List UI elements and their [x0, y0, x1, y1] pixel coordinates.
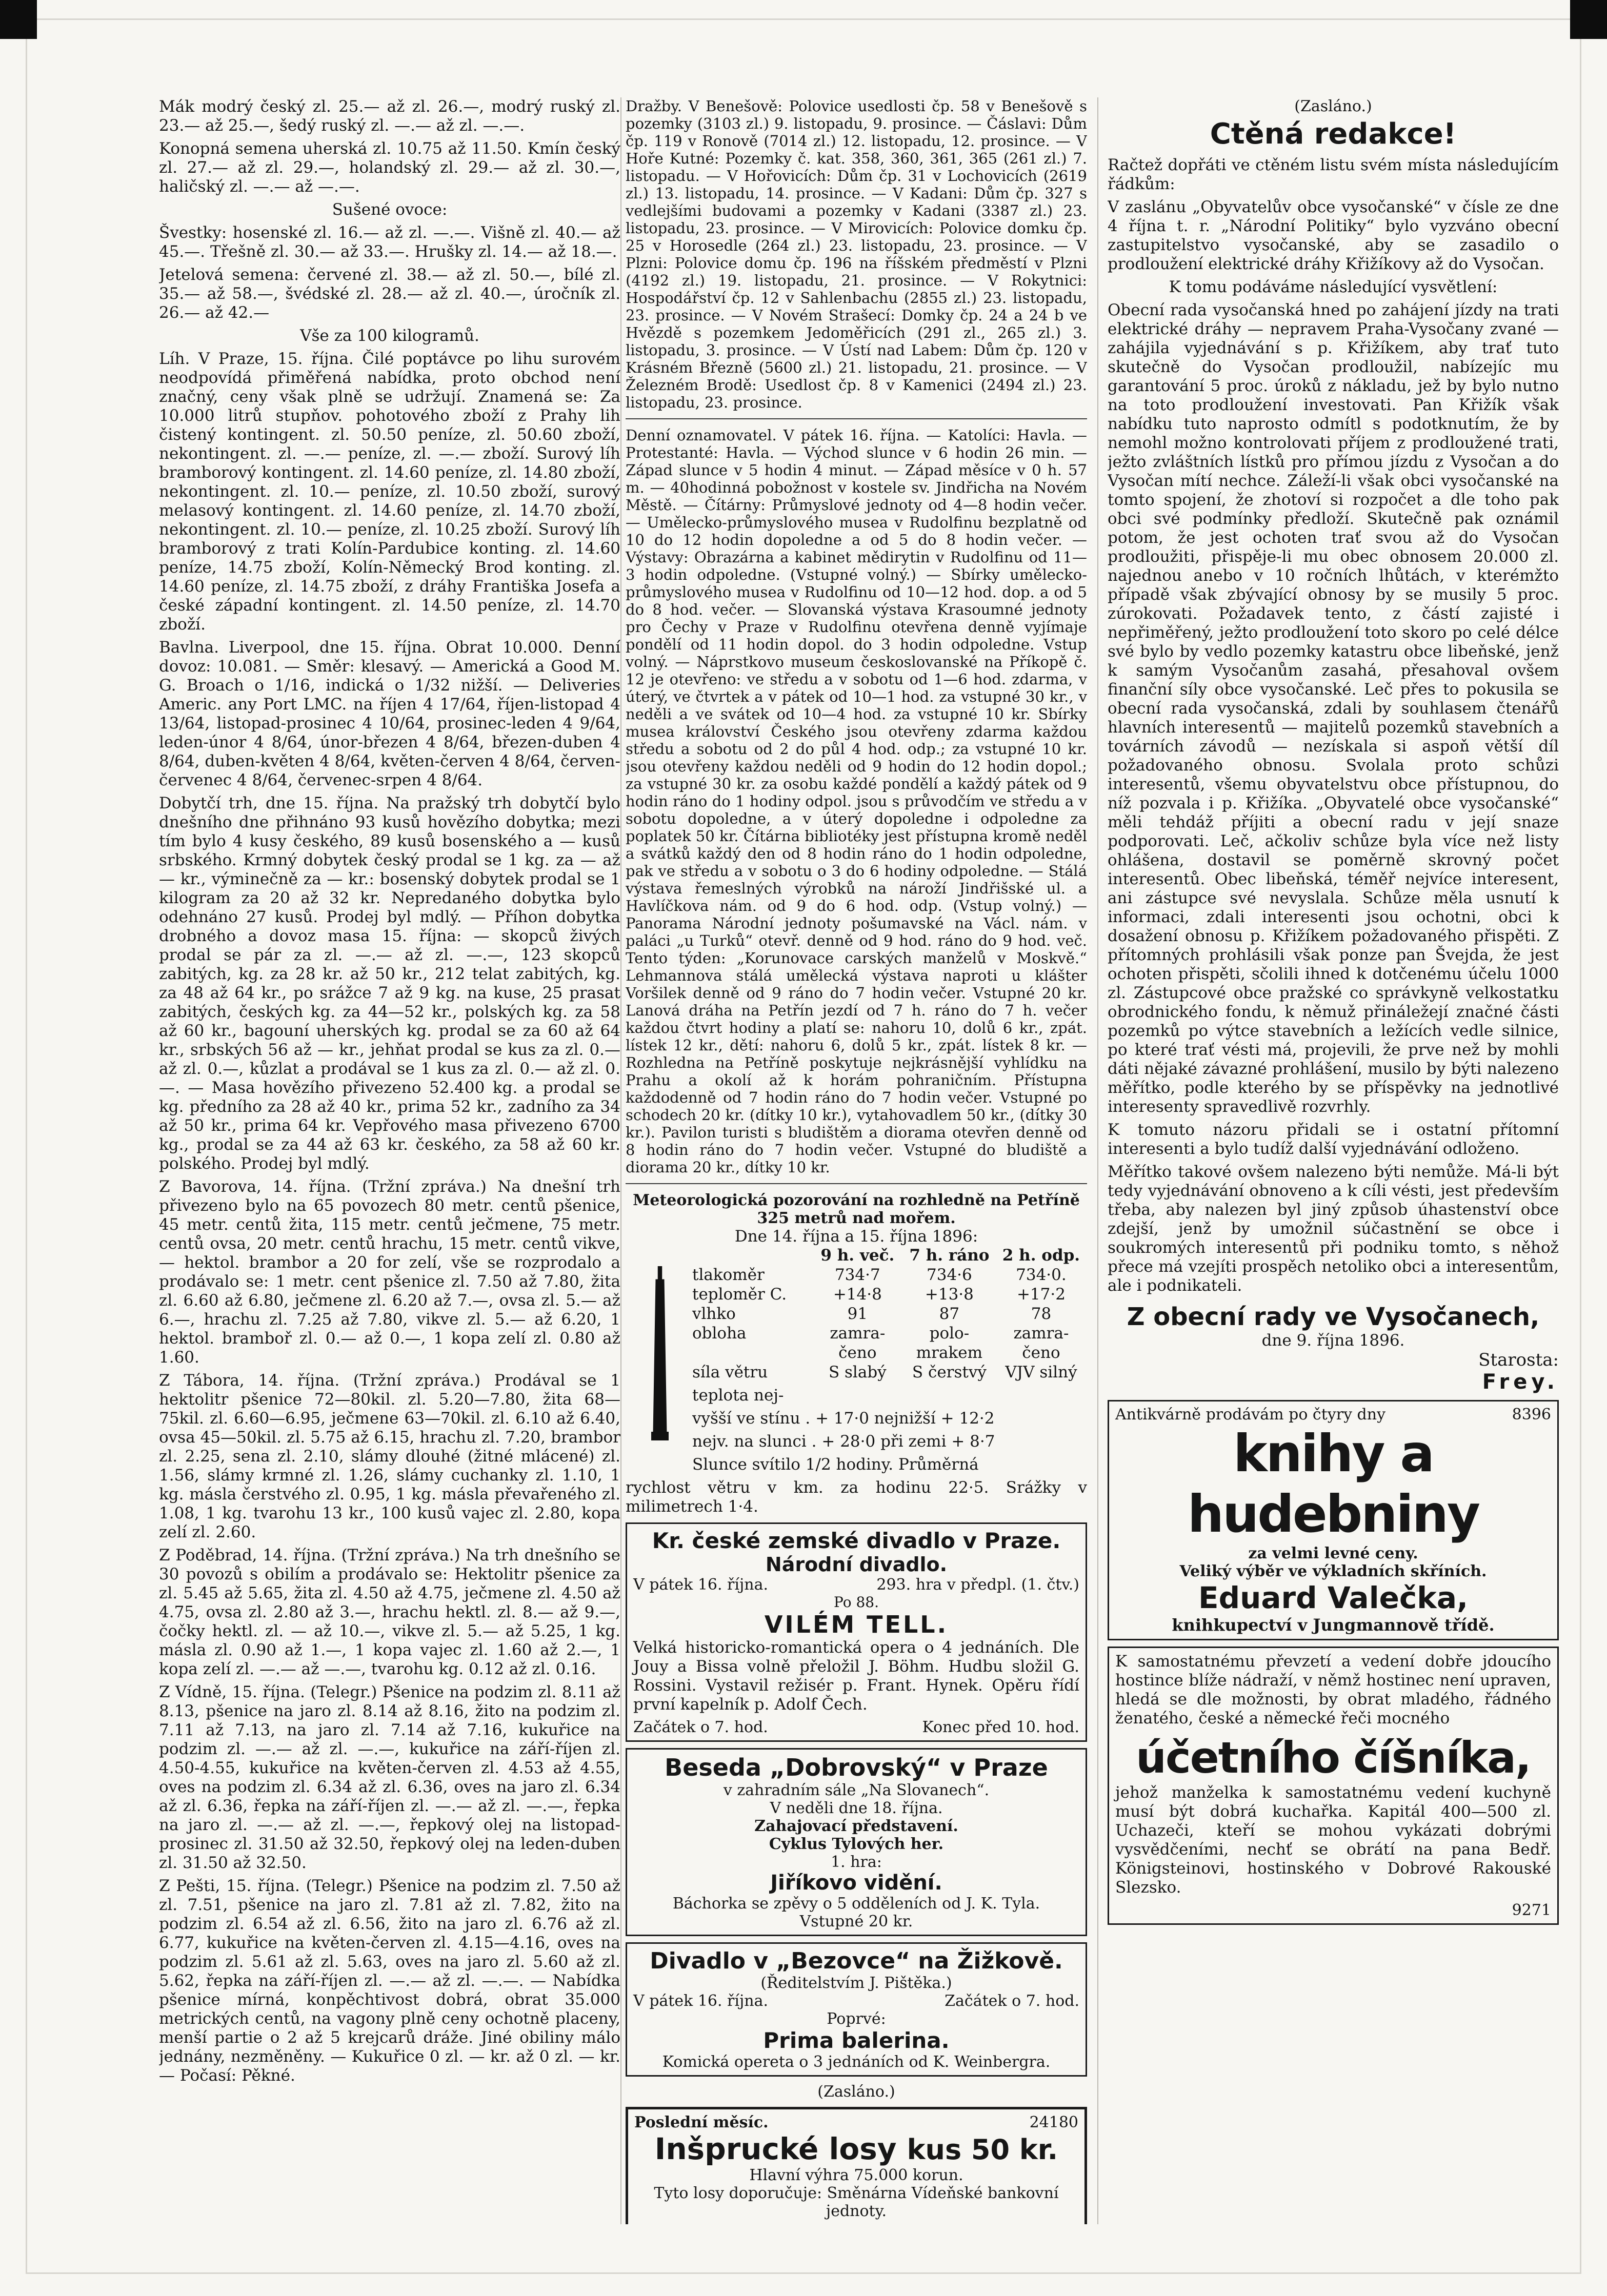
lottery-price: kus 50 kr. — [907, 2134, 1058, 2166]
beseda-hra: 1. hra: — [831, 1853, 882, 1871]
books-ad-line: Antikvárně prodávám po čtyry dny — [1115, 1406, 1386, 1424]
letter-paragraph: V zaslánu „Obyvatelův obce vysočanské“ v čísle ze dne 4 října t. r. „Národní Politiky“ bylo vyzváno obecní zastupitelstvo vysočanské, aby se zasadilo o prodloužení elektrické dráhy Křižíkovy až do Vysočan. — [1108, 198, 1559, 273]
books-ad-shop: knihkupectví v Jungmannově třídě. — [1172, 1615, 1495, 1635]
lottery-seller: Tyto losy doporučuje: Směnárna Vídeňské bankovní jednoty. — [654, 2184, 1059, 2220]
waiter-ad-headline: účetního číšníka, — [1136, 1733, 1531, 1783]
letter-paragraph: Měřítko takové ovšem nalezeno býti nemůže. Má-li být tedy vyjednávání obnoveno a k cíli vésti, jest především třeba, aby nalezen byl jiný způsob úhastenství obce zdejší, jenž by umožnil súčastnění se obce i soukromých interesentů při podniku tomto, s něhož přece má vzejíti prospěch netoliko obci a interesentům, ale i podnikateli. — [1108, 1163, 1559, 1295]
waiter-ad-text: K samostatnému převzetí a vedení dobře jdoucího hostince blíže nádraží, v němž hostinec není upraven, hledá se dle možnosti, by obrat mladého, řádného ženatého, české a německé řeči mocného — [1115, 1652, 1551, 1728]
beseda-sub: Zahajovací představení. — [754, 1817, 958, 1835]
zaslano-label: (Zasláno.) — [1294, 97, 1372, 115]
weather-row: obloha zamra-čeno polo-mrakem zamra-čeno — [692, 1324, 1069, 1362]
weather-temp-line: nejv. na slunci . + 28·0 při zemi + 8·7 — [692, 1432, 995, 1451]
lottery-last: Poslední měsíc. — [634, 2114, 769, 2131]
section-rule — [626, 418, 1087, 419]
petrin-tower-icon — [651, 1251, 669, 1456]
market-paragraph: Dobytčí trh, dne 15. října. Na pražský trh dobytčí bylo dnešního dne přihnáno 93 kusů hovězího dobytka; mezi tím bylo 4 kusy českého, 89 kusů bosenského a — kusů srbského. Krmný dobytek český prodal se 1 kg. za — až — kr., výminečně za — kr.: bosenský dobytek prodal se 1 kilogram za 20 až 32 kr. Nepredaného dobytka bylo odehnáno 27 kusů. Prodej byl mdlý. — Příhon dobytka drobného a dovoz masa 15. října: — skopců živých prodal se pár za zl. —.— až zl. —.—, 123 skopců zabitých, kg. za 28 kr. až 50 kr., 212 telat zabitých, kg. za 48 až 64 kr., po srážce 7 až 9 kg. na kuse, 25 prasat zabitých, českých kg. za 44—52 kr., polských kg. za 58 až 60 kr., bagouní uherských kg. prodal se za 60 až 64 kr., srbských 56 až — kr., jehňat prodal se kus za zl. 0.— až zl. 0.—, kůzlat a prodával se 1 kus za zl. 0.— až zl. 0.—. — Masa hovězího přivezeno 52.400 kg. a prodal se kg. předního za 28 až 40 kr., prima 52 kr., zadního za 34 až 50 kr., prima 64 kr. Vepřového masa přivezeno 6700 kg., prodal se za 44 až 63 kr. českého, za 58 až 60 kr. polského. Prodej byl mdlý. — [159, 794, 620, 1173]
weather-report — [626, 1191, 1087, 1516]
theatre-play: VILÉM TELL. — [764, 1611, 949, 1638]
weather-row: síla větru S slabý S čerstvý VJV silný — [692, 1363, 1077, 1381]
letter-starosta: Starosta: — [1478, 1350, 1559, 1370]
letter-paragraph: K tomuto názoru přidali se i ostatní přítomní interesenti a bylo tudíž další vyjednávání odloženo. — [1108, 1121, 1559, 1158]
bezovce-director: (Ředitelstvím J. Pištěka.) — [760, 1974, 952, 1992]
theatre-po: Po 88. — [834, 1594, 879, 1611]
theatre-title: Kr. české zemské divadlo v Praze. — [652, 1528, 1061, 1553]
market-paragraph: Mák modrý český zl. 25.— až zl. 26.—, modrý ruský zl. 23.— až 25.—, šedý ruský zl. —.— až zl. —.—. — [159, 97, 620, 135]
lottery-main: Hlavní výhra 75.000 korun. — [749, 2166, 963, 2184]
waiter-ad — [1108, 1647, 1559, 1925]
lottery-ad — [626, 2107, 1087, 2224]
notices-column — [626, 97, 1087, 2224]
theatre-end: Konec před 10. hod. — [922, 1718, 1079, 1736]
market-paragraph: Z Pešti, 15. října. (Telegr.) Pšenice na podzim zl. 7.50 až zl. 7.51, pšenice na jaro zl. 7.81 až zl. 7.82, žito na podzim zl. 6.54 až zl. 6.56, žito na jaro zl. 6.76 až zl. 6.77, kukuřice na květen-červen zl. 4.15—4.16, oves na podzim zl. 5.61 až zl. 5.63, oves na jaro zl. 5.60 až zl. 5.62, řepka na září-říjen zl. —.— až zl. —.—. — Nabídka pšenice mírná, konpěchtivost dobrá, obrat 35.000 metrických centů, na vagony plně ceny ochotně placeny, menší partie o 2 až 5 krejcarů dráže. Jiné obiliny málo jednány, nezměněny. — Kukuřice 0 zl. — kr. až 0 zl. — kr. — Počasí: Pěkné. — [159, 1877, 620, 2085]
market-paragraph: Líh. V Praze, 15. října. Čilé poptávce po lihu surovém neodpovídá přiměřená nabídka, proto obchod není značný, ceny však plně se udržují. Znamená se: Za 10.000 litrů stupňov. pohotového zboží z Prahy lih čistený kontingent. zl. 50.50 peníze, zl. 50.60 zboží, nekontingent. zl. —.— peníze, zl. —.— zboží. Surový líh bramborový kontingent. zl. 14.60 peníze, zl. 14.80 zboží, nekontingent. zl. 10.— peníze, zl. 10.50 zboží, surový melasový kontingent. zl. 14.60 peníze, zl. 14.70 zboží, nekontingent. zl. 10.— peníze, zl. 10.25 zboží. Surový líh bramborový z trati Kolín-Pardubice konting. zl. 14.60 peníze, 14.75 zboží, Kolín-Německý Brod konting. zl. 14.60 peníze, zl. 14.75 zboží, z dráhy Františka Josefa a české západní kontingent. zl. 14.50 peníze, zl. 14.70 zboží. — [159, 350, 620, 634]
books-ad-sub2: Veliký výběr ve výkladních skříních. — [1179, 1562, 1487, 1580]
books-ad-headline: knihy a hudebniny — [1187, 1424, 1479, 1544]
beseda-play: Jiříkovo vidění. — [770, 1871, 942, 1895]
market-subheading: Sušené ovoce: — [332, 200, 448, 219]
scan-corner-right — [1570, 0, 1607, 39]
letter-paragraph: K tomu podáváme následující vysvětlení: — [1169, 278, 1498, 296]
weather-temp-line: rychlost větru v km. za hodinu 22·5. Srážky v milimetrech 1·4. — [626, 1478, 1087, 1516]
beseda-title: Beseda „Dobrovský“ v Praze — [665, 1754, 1048, 1781]
weather-title: Meteorologická pozorování na rozhledně na Petříně — [633, 1191, 1080, 1209]
section-rule — [626, 1183, 1087, 1184]
books-ad-num: 8396 — [1512, 1406, 1551, 1424]
market-paragraph: Z Poděbrad, 14. října. (Tržní zpráva.) Na trh dnešního se 30 povozů s obilím a prodávalo se: Hektolitr pšenice za zl. 5.45 až 5.65, žita zl. 4.50 až 4.75, ječmene zl. 4.50 až 4.75, ovsa zl. 2.80 až 3.—, hrachu hektl. zl. 8.— až 9.—, čočky hektl. zl. — až 10.—, vikve zl. 5.— až 5.25, 1 kg. másla zl. 0.90 až 1.—, 1 kopa vajec zl. 1.60 až 2.—, 1 kopa zelí zl. —.— až —.—, tvarohu kg. 0.12 až zl. 0.16. — [159, 1546, 620, 1678]
market-paragraph: Z Bavorova, 14. října. (Tržní zpráva.) Na dnešní trh přivezeno bylo na 65 povozech 80 metr. centů pšenice, 45 metr. centů žita, 115 metr. centů ječmene, 75 metr. centů ovsa, 20 metr. centů hrachu, 15 metr. centů vikve, — hektol. brambor a 20 for zelí, vše se rozprodalo a prodávalo se: 1 metr. cent pšenice zl. 7.50 až 7.80, žita zl. 6.60 až 6.80, ječmene zl. 6.20 až 7.—, ovsa zl. 5.— až 6.—, hrachu zl. 7.25 až 7.80, vikve zl. 5.— až 6.20, 1 hektol. bramboř zl. 0.— až 0.—, 1 kopa zelí zl. 0.80 až 1.60. — [159, 1177, 620, 1367]
letter-column — [1108, 97, 1559, 2224]
books-ad — [1108, 1400, 1559, 1640]
letter-date: dne 9. října 1896. — [1261, 1331, 1405, 1350]
market-paragraph: Jetelová semena: červené zl. 38.— až zl. 50.—, bílé zl. 35.— až 58.—, švédské zl. 28.— až zl. 40.—, úročník zl. 26.— až 42.— — [159, 266, 620, 322]
weather-header-row: 9 h. več. 7 h. ráno 2 h. odp. — [820, 1246, 1080, 1265]
books-ad-sub1: za velmi levné ceny. — [1248, 1545, 1418, 1562]
weather-row: vlhko 91 87 78 — [692, 1305, 1052, 1323]
bezovce-desc: Komická opereta o 3 jednáních od K. Weinbergra. — [662, 2053, 1051, 2071]
waiter-ad-num: 9271 — [1512, 1901, 1551, 1919]
weather-temp-line: vyšší ve stínu . + 17·0 nejnižší + 12·2 — [692, 1409, 995, 1428]
weather-row: teploměr C. +14·8 +13·8 +17·2 — [692, 1285, 1066, 1304]
theatre-subtitle: Národní divadlo. — [765, 1553, 948, 1576]
daily-announcer: Denní oznamovatel. V pátek 16. října. — Katolíci: Havla. — Protestanté: Havla. — Východ slunce v 6 hodin 26 min. — Západ slunce v 5 hodin 4 minut. — Západ měsíce v 0 h. 57 m. — 40hodinná pobožnost v kostele sv. Jindřicha na Novém Městě. — Čítárny: Průmyslové jednoty od 4—8 hodin večer. — Umělecko-průmyslového musea v Rudolfinu bezplatně od 10 do 12 hodin dopoledne a od 5 do 8 hodin večer. — Výstavy: Obrazárna a kabinet mědirytin v Rudolfinu od 11—3 hodin odpoledne. (Vstupné volný.) — Sbírky umělecko-průmyslového musea v Rudolfinu od 10—12 hod. dop. a od 5 do 8 hod. večer. — Slovanská výstava Krasoumné jednoty pro Čechy v Praze v Rudolfinu otevřena denně vyjímaje pondělí od 11 hodin dopol. do 3 hodin odpoledne. Vstup volný. — Náprstkovo museum českoslovanské na Příkopě č. 12 je otevřeno: ve středu a v sobotu od 1—6 hod. zdarma, v úterý, ve čtvrtek a v pátek od 10—1 hod. za vstupné 30 kr., v neděli a ve svátek od 10—4 hod. za vstupné 10 kr. Sbírky musea království Českého jsou otevřeny zdarma každou středu a sobotu od 2 do půl 4 hod. odp.; za vstupné 10 kr. jsou otevřeny každou neděli od 9 hodin do 12 hodin dopol.; za vstupné 30 kr. za osobu každé pondělí a každý pátek od 9 hodin ráno do 1 hodiny odpol. jsou s průvodčím ve středu a v sobotu dopoledne, a v úterý dopoledne i odpoledne za poplatek 50 kr. Čítárna bibliotéky jest přístupna kromě neděl a svátků každý den od 8 hodin ráno do 1 hodin odpoledne, pak ve středu a v sobotu o 3 do 6 hodiny odpoledne. — Stálá výstava řemeslných výrobků na nároží Jindřišské ul. a Havlíčkova nám. od 9 do 6 hod. odp. (Vstup volný.) — Panorama Národní jednoty pošumavské na Václ. nám. v paláci „u Turků“ otevř. denně od 9 hod. ráno do 9 hod. več. Tento týden: „Korunovace carských manželů v Moskvě.“ Lehmannova stálá umělecká výstava naproti u klášter Voršilek denně od 9 ráno do 7 hodin večer. Vstupné 20 kr. Lanová dráha na Petřín jezdí od 7 h. ráno do 7 h. večer každou čtvrt hodiny a platí se: nahoru 10, dolů 6 kr., zpát. lístek 12 kr., dětí: nahoru 6, dolů 5 kr., zpát. lístek 8 kr. — Rozhledna na Petříně poskytuje nejkrásnější vyhlídku na Prahu a okolí až k horám pohraničním. Přístupna každodenně od 7 hodin ráno do 7 hodin večer. Vstupné po schodech 20 kr. (dítky 10 kr.), vytahovadlem 50 kr., (dítky 30 kr.). Pavilon turisti s bludištěm a diorama otevřen denně od 8 hodin ráno do 7 hodin večer. Vstupné do bludiště a diorama 20 kr., dítky 10 kr. — [626, 426, 1087, 1176]
beseda-cycle: Cyklus Tylových her. — [769, 1835, 944, 1853]
lottery-num: 24180 — [1029, 2114, 1078, 2131]
letter-paragraph: Obecní rada vysočanská hned po zahájení jízdy na trati elektrické dráhy — nepravem Praha-Vysočany zvané — zahájila vyjednávání s p. Křižíkem, aby trať tuto skutečně do Vysočan prodloužil, nabízejíc mu garantování 5 proc. úroků z nákladu, jež by bylo nutno na toto prodloužení investovati. Pan Křižík však nabídku tuto naprosto odmítl s podotknutím, že by nemohl možno kontrolovati příjem z prodloužené trati, ježto zvláštních lístků pro přímou jízdu z Vysočan a do Vysočan mítí nechce. Záleží-li však obci vysočanské na tomto spojení, že zhotoví si rozpočet a dle toho pak obci své podmínky předloží. Skutečně pak oznámil potom, že jest ochoten trať svou až do Vysočan prodloužiti, přispěje-li mu obec obnosem 20.000 zl. najednou anebo v 10 ročních lhůtách, v kterémžto případě však zbývající obnosy by se musily 5 proc. zúrokovati. Požadavek tento, z částí zajisté i nepřiměřený, ježto prodloužení toto skoro po celé délce své bylo by vedlo pozemky katastru obce libeňské, jenž k samým Vysočanům zasahá, přesahoval ovšem finanční síly obce vysočanské. Leč přes to pokusila se obecní rada vysočanská, zdali by souhlasem čtenářů hlavních interesentů — majitelů pozemků stavebních a továrních závodů — nezískala si aspoň větší díl požadovaného obnosu. Svolala proto schůzi interesentů, všemu obyvatelstvu obce přístupnou, do níž pozvala i p. Křižíka. „Obyvatelé obce vysočanské“ měli tehdáž příjiti a obecní radu v její snaze podporovati. Leč, ačkoliv schůze byla více než listy ohlášena, dostavil se poměrně skrovný počet interesentů. Obec libeňská, téměř nejvíce interesent, ani zástupce své nevyslala. Schůze měla usnutí k informaci, zdali interesenti jsou ochotni, obci k dosažení obnosu p. Křižíkem požadovaného přispěti. Z přítomných prohlásili však ponze pan Švejda, že jest ochoten přispěti, sčolili ihned k dotčenému účelu 1000 zl. Zástupcové obce pražské co správkyně velkostatku obrodnického fondu, k němuž přináležejí značné části pozemků po výtce stavebních a ležících vedle silnice, po které trať vésti má, projevili, že prve než by mohli dáti nějaké závazné prohlášení, musilo by býti nalezeno měřítko, podle kterého by se příspěvky na jednotlivé interesenty spravedlivě rozvrhly. — [1108, 301, 1559, 1116]
beseda-ad — [626, 1748, 1087, 1936]
weather-row: tlakoměr 734·7 734·6 734·0. — [692, 1266, 1067, 1284]
theatre-perf: 293. hra v předpl. (1. čtv.) — [876, 1576, 1079, 1594]
theatre-date: V pátek 16. října. — [633, 1576, 769, 1594]
letter-signoff: Z obecní rady ve Vysočanech, — [1127, 1303, 1540, 1331]
weather-temp-line: Slunce svítilo 1/2 hodiny. Průměrná — [692, 1455, 979, 1474]
beseda-entry: Vstupné 20 kr. — [799, 1913, 913, 1931]
scan-corner-left — [0, 0, 37, 39]
column-rule — [1097, 97, 1098, 2224]
weather-temp-line: teplota nej- — [692, 1386, 784, 1405]
theatre-start: Začátek o 7. hod. — [633, 1718, 768, 1736]
zaslano-label: (Zasláno.) — [817, 2083, 895, 2101]
market-paragraph: Švestky: hosenské zl. 16.— až zl. —.—. Višně zl. 40.— až 45.—. Třešně zl. 30.— až 33.—. Hrušky zl. 14.— až 18.—. — [159, 223, 620, 261]
beseda-place: v zahradním sále „Na Slovanech“. — [723, 1781, 990, 1799]
letter-title: Ctěná redakce! — [1210, 117, 1457, 151]
bezovce-date: V pátek 16. října. — [633, 1992, 769, 2010]
bezovce-poprve: Poprvé: — [827, 2010, 886, 2028]
letter-paragraph: Račtež dopřáti ve ctěném listu svém místa následujícím řádkům: — [1108, 156, 1559, 193]
lottery-title: Inšprucké losy — [654, 2131, 897, 2166]
market-paragraph: Bavlna. Liverpool, dne 15. října. Obrat 10.000. Denní dovoz: 10.081. — Směr: klesavý. — Americká a Good M. G. Broach o 1/16, indická o 1/32 nižší. — Deliveries Americ. any Port LMC. na říjen 4 17/64, říjen-listopad 4 13/64, listopad-prosinec 4 10/64, prosinec-leden 4 9/64, leden-únor 4 8/64, únor-březen 4 8/64, březen-duben 4 8/64, duben-květen 4 8/64, květen-červen 4 8/64, červen-červenec 4 8/64, červenec-srpen 4 8/64. — [159, 638, 620, 789]
letter-signature: Frey. — [1482, 1370, 1559, 1394]
bezovce-start: Začátek o 7. hod. — [945, 1992, 1079, 2010]
books-ad-name: Eduard Valečka, — [1198, 1580, 1469, 1615]
theatre-desc: Velká historicko-romantická opera o 4 jednáních. Dle Jouy a Bissa volně přeložil J. Böhm. Hudbu složil G. Rossini. Vystavil režisér p. Frant. Hynek. Opěru řídí první kapelník p. Adolf Čech. — [633, 1638, 1079, 1714]
weather-subtitle: 325 metrů nad mořem. — [757, 1209, 956, 1227]
beseda-date: V neděli dne 18. října. — [770, 1799, 943, 1817]
market-paragraph: Z Vídně, 15. října. (Telegr.) Pšenice na podzim zl. 8.11 až 8.13, pšenice na jaro zl. 8.14 až 8.16, žito na podzim zl. 7.11 až 7.13, na jaro zl. 7.14 až 7.16, kukuřice na podzim zl. —.— až zl. —.—, kukuřice na září-říjen zl. 4.50-4.55, kukuřice na květen-červen zl. 4.53 až 4.55, oves na podzim zl. 6.34 až zl. 6.36, oves na jaro zl. 6.34 až zl. 6.36, řepka na září-říjen zl. —.— až zl. —.—, řepka na jaro zl. —.— až zl. —.—, řepkový olej na listopad-prosinec zl. 31.50 až 32.50, řepkový olej na leden-duben zl. 31.50 až 32.50. — [159, 1683, 620, 1872]
bezovce-ad — [626, 1942, 1087, 2077]
theatre-ad-national — [626, 1522, 1087, 1742]
column-rule — [620, 97, 621, 2224]
weather-date: Dne 14. října a 15. října 1896: — [734, 1227, 978, 1246]
auctions-notice: Dražby. V Benešově: Polovice usedlosti čp. 58 v Benešově s pozemky (3103 zl.) 9. listopadu, 9. prosince. — Čáslavi: Dům čp. 119 v Ronově (7014 zl.) 12. listopadu, 12. prosince. — V Hoře Kutné: Pozemky č. kat. 358, 360, 361, 365 (261 zl.) 7. listopadu. — V Hořovicích: Dům čp. 31 v Lochovicích (2619 zl.) 13. listopadu, 14. prosince. — V Kadani: Dům čp. 327 s vedlejšími budovami a pozemky v Kadani (3387 zl.) 23. listopadu, 23. prosince. — V Mirovicích: Polovice domku čp. 25 v Horosedle (264 zl.) 23. listopadu, 23. prosince. — V Plzni: Polovice domu čp. 196 na říšském předměstí v Plzni (4192 zl.) 19. listopadu, 21. prosince. — V Rokytnici: Hospodářství čp. 12 v Sahlenbachu (2855 zl.) 23. listopadu, 23. prosince. — V Novém Strašecí: Domky čp. 24 a 24 b ve Hvězdě s pozemkem Jedoměřicích (291 zl., 265 zl.) 3. listopadu, 3. prosince. — V Ústí nad Labem: Dům čp. 120 v Krásném Březně (5600 zl.) 21. listopadu, 21. prosince. — V Železném Brodě: Usedlost čp. 8 v Kamenici (2494 zl.) 23. listopadu, 23. prosince. — [626, 97, 1087, 411]
market-paragraph: Konopná semena uherská zl. 10.75 až 11.50. Kmín český zl. 27.— až zl. 29.—, holandský zl. 29.— až zl. 30.—, haličský zl. —.— až —.—. — [159, 139, 620, 196]
market-paragraph: Z Tábora, 14. října. (Tržní zpráva.) Prodával se 1 hektolitr pšenice 72—80kil. zl. 5.20—7.80, žita 68—75kil. zl. 6.60—6.95, ječmene 63—70kil. zl. 6.10 až 6.40, ovsa 45—50kil. zl. 5.75 až 6.15, hrachu zl. 7.20, brambor zl. 2.25, sena zl. 2.10, slámy dlouhé (žitné mlácené) zl. 1.56, slámy krmné zl. 1.26, slámy cuchanky zl. 1.10, 1 kg. másla čerstvého zl. 0.95, 1 kg. másla převařeného zl. 1.08, 1 kg. tvarohu 13 kr., 100 kusů vajec zl. 2.80, kopa zelí zl. 2.60. — [159, 1371, 620, 1541]
beseda-desc: Báchorka se zpěvy o 5 odděleních od J. K. Tyla. — [672, 1895, 1040, 1913]
market-note: Vše za 100 kilogramů. — [300, 327, 479, 345]
bezovce-play: Prima balerina. — [763, 2028, 950, 2053]
waiter-ad-text: jehož manželka k samostatnému vedení kuchyně musí být dobrá kuchařka. Kapitál 400—500 zl. Uchazeči, kteří se mohou vykázati dobrými vysvědčeními, nechť se obrátí na pana Bedř. Königsteinovi, hostinského v Dobrové Rakouské Slezsko. — [1115, 1783, 1551, 1897]
market-prices-column — [159, 97, 620, 2224]
bezovce-title: Divadlo v „Bezovce“ na Žižkově. — [650, 1948, 1063, 1974]
